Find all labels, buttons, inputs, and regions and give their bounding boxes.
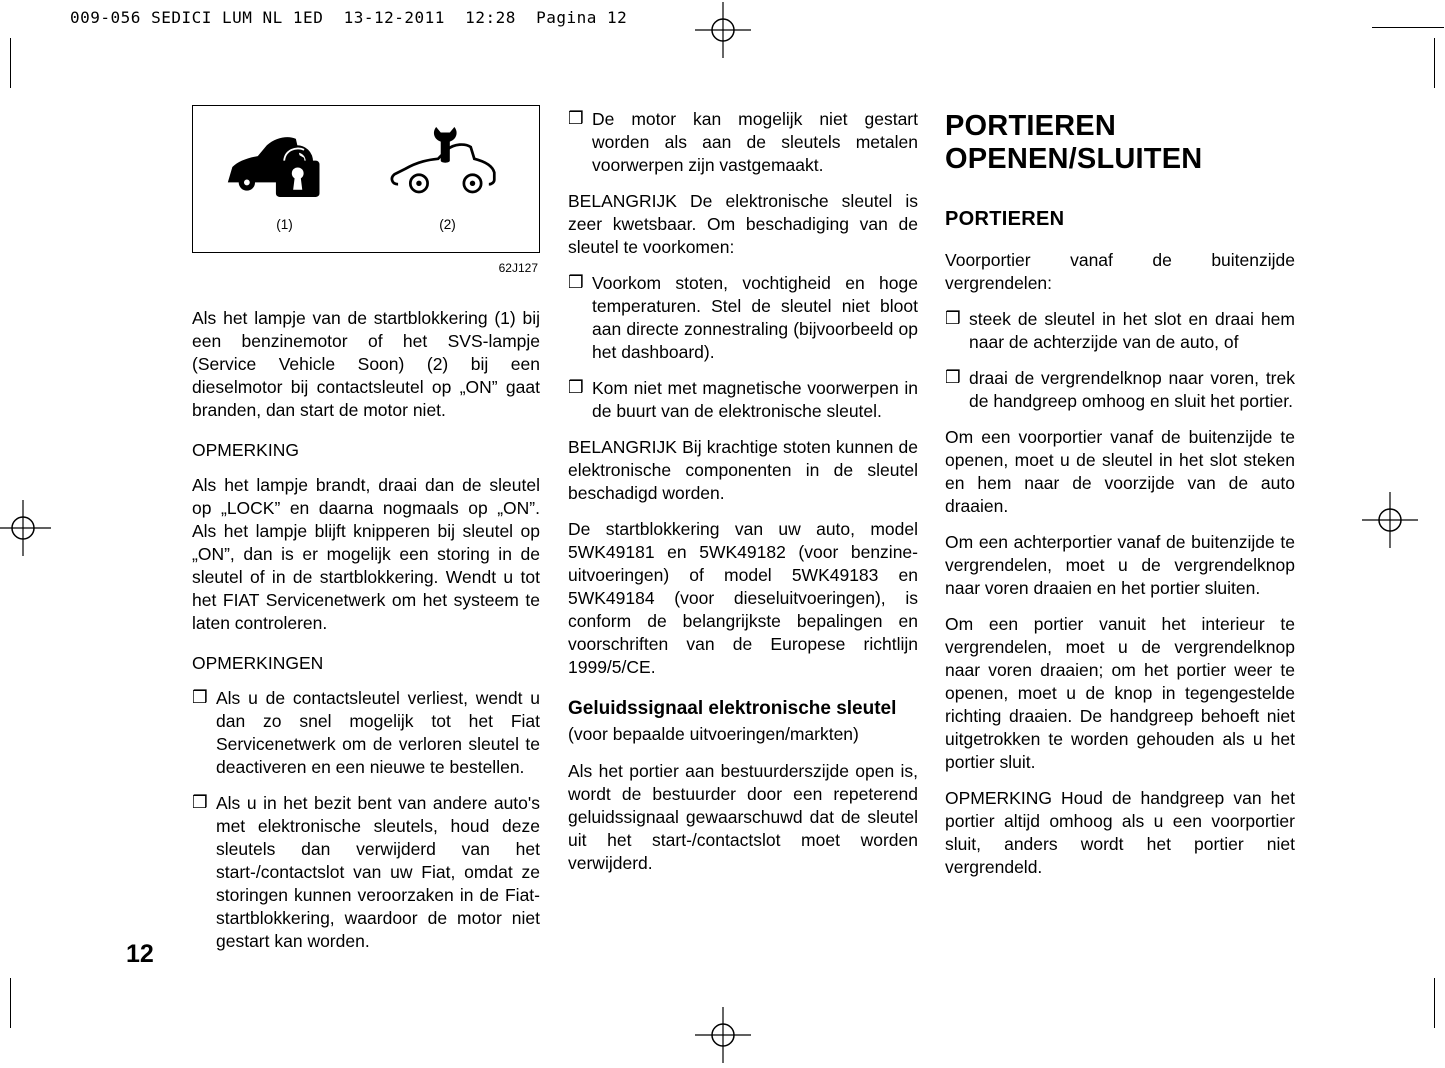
- paragraph-belangrijk-1: BELANGRIJK De elektronische sleutel is zeer kwetsbaar. Om beschadiging van de sleutel te voorkomen:: [568, 191, 918, 257]
- list-item: [945, 367, 1295, 413]
- chapter-title: PORTIEREN OPENEN/SLUITEN: [945, 110, 1203, 175]
- registration-mark-bottom-icon: [693, 1005, 753, 1065]
- list-item-text: Voorkom stoten, vochtigheid en hoge temperaturen. Stel de sleutel niet bloot aan directe zonnestraling (bijvoorbeeld op het dashboard).: [592, 273, 918, 362]
- crop-mark-bottom-right: [1434, 978, 1435, 1028]
- list-item-text: Kom niet met magnetische voorwerpen in de buurt van de elektronische sleutel.: [592, 378, 918, 421]
- paragraph-interieur: Om een portier vanuit het interieur te vergrendelen, moet u de vergrendelknop naar voren draaien; om het portier weer te openen, moet u de knop in tegengestelde richting draaien. De handgreep behoeft niet uitgetrokken te worden gehouden als u het portier sluit.: [945, 614, 1295, 772]
- figure-label-2: (2): [439, 217, 456, 232]
- list-item-text: Als u in het bezit bent van andere auto's met elektronische sleutels, houd deze sleutels dan verwijderd van het start-/contactslot van uw Fiat, omdat ze storingen kunnen veroorzaken in de Fiat-startblokkering, waardoor de motor niet gestart kan worden.: [216, 793, 540, 951]
- bullet-icon: ❒: [192, 687, 208, 707]
- column-left: [192, 105, 540, 966]
- figure-reference-code: 62J127: [498, 261, 538, 275]
- figure-label-1: (1): [276, 217, 293, 232]
- list-item: [192, 792, 540, 953]
- paragraph-opmerking-handgreep: OPMERKING Houd de handgreep van het portier altijd omhoog als u een voorportier sluit, anders wordt het portier niet vergrendeld.: [945, 788, 1295, 877]
- paragraph-opmerking: Als het lampje brandt, draai dan de sleutel op „LOCK” en daarna nogmaals op „ON”. Als het lampje blijft knipperen bij sleutel op „ON”, dan is er mogelijk een storing in de sleutel of in de startblokkering. Wendt u tot het FIAT Servicenetwerk om het systeem te laten controleren.: [192, 475, 540, 633]
- paragraph-geluidssignaal: Als het portier aan bestuurderszijde open is, wordt de bestuurder door een repeterend geluidssignaal gewaarschuwd dat de sleutel uit het start-/contactslot moet worden verwijderd.: [568, 761, 918, 873]
- registration-mark-top-icon: [693, 0, 753, 60]
- list-item: [568, 377, 918, 423]
- list-item: [945, 308, 1295, 354]
- figure-item-2: [389, 126, 507, 236]
- list-item-text: De motor kan mogelijk niet gestart worden als aan de sleutels metalen voorwerpen zijn vastgemaakt.: [592, 109, 918, 175]
- section-title-portieren: PORTIEREN: [945, 208, 1065, 230]
- column-middle: [568, 108, 918, 888]
- list-item-text: Als u de contactsleutel verliest, wendt u dan zo snel mogelijk tot het Fiat Servicenetwerk om de verloren sleutel te deactiveren en een nieuwe te bestellen.: [216, 688, 540, 777]
- crop-mark-bottom-left: [10, 978, 11, 1028]
- crop-mark-top-left: [10, 38, 11, 88]
- list-item-text: draai de vergrendelknop naar voren, trek de handgreep omhoog en sluit het portier.: [969, 368, 1295, 411]
- paragraph-belangrijk-2: BELANGRIJK Bij krachtige stoten kunnen de elektronische componenten in de sleutel beschadigd worden.: [568, 437, 918, 503]
- bullet-icon: ❒: [192, 792, 208, 812]
- heading-opmerkingen: OPMERKINGEN: [192, 653, 324, 673]
- print-slug-header: 009-056 SEDICI LUM NL 1ED 13-12-2011 12:28 Pagina 12: [70, 8, 628, 27]
- heading-geluidssignaal: Geluidssignaal elektronische sleutel: [568, 698, 897, 719]
- page-number: 12: [126, 940, 154, 968]
- paragraph-intro: Als het lampje van de startblokkering (1) bij een benzinemotor of het SVS-lampje (Service Vehicle Soon) (2) bij een dieselmotor bij contactsleutel op „ON” gaat branden, dan start de motor niet.: [192, 308, 540, 420]
- list-item: [192, 687, 540, 779]
- list-item: [568, 108, 918, 177]
- bullet-icon: ❒: [945, 308, 961, 328]
- heading-geluidssignaal-note: (voor bepaalde uitvoeringen/markten): [568, 724, 859, 744]
- figure-item-1: [226, 126, 344, 236]
- list-item: [568, 272, 918, 364]
- bullet-icon: ❒: [568, 108, 584, 128]
- bullet-icon: ❒: [568, 377, 584, 397]
- paragraph-achterportier: Om een achterportier vanaf de buitenzijde te vergrendelen, moet u de vergrendelknop naar voren draaien en het portier sluiten.: [945, 532, 1295, 598]
- paragraph-immobilizer-models: De startblokkering van uw auto, model 5WK49181 en 5WK49182 (voor benzine-uitvoeringen) of model 5WK49183 en 5WK49184 (voor dieseluitvoeringen), is conform de belangrijkste bepalingen en voorschriften van de Europese richtlijn 1999/5/CE.: [568, 519, 918, 677]
- bullet-icon: ❒: [945, 367, 961, 387]
- paragraph-vergrendelen-intro: Voorportier vanaf de buitenzijde vergrendelen:: [945, 250, 1295, 293]
- car-wrench-icon: [389, 126, 507, 208]
- figure-box: [192, 105, 540, 253]
- list-item-text: steek de sleutel in het slot en draai hem naar de achterzijde van de auto, of: [969, 309, 1295, 352]
- registration-mark-left-icon: [0, 498, 53, 558]
- registration-mark-right-icon: [1360, 490, 1420, 550]
- heading-opmerking: OPMERKING: [192, 440, 299, 460]
- bullet-icon: ❒: [568, 272, 584, 292]
- crop-mark-top-right: [1434, 38, 1435, 88]
- car-lock-icon: [226, 126, 344, 208]
- paragraph-voorportier-openen: Om een voorportier vanaf de buitenzijde te openen, moet u de sleutel in het slot steken en hem naar de voorzijde van de auto draaien.: [945, 427, 1295, 516]
- column-right: [945, 108, 1295, 892]
- crop-mark-top-right-horizontal: [1372, 27, 1444, 28]
